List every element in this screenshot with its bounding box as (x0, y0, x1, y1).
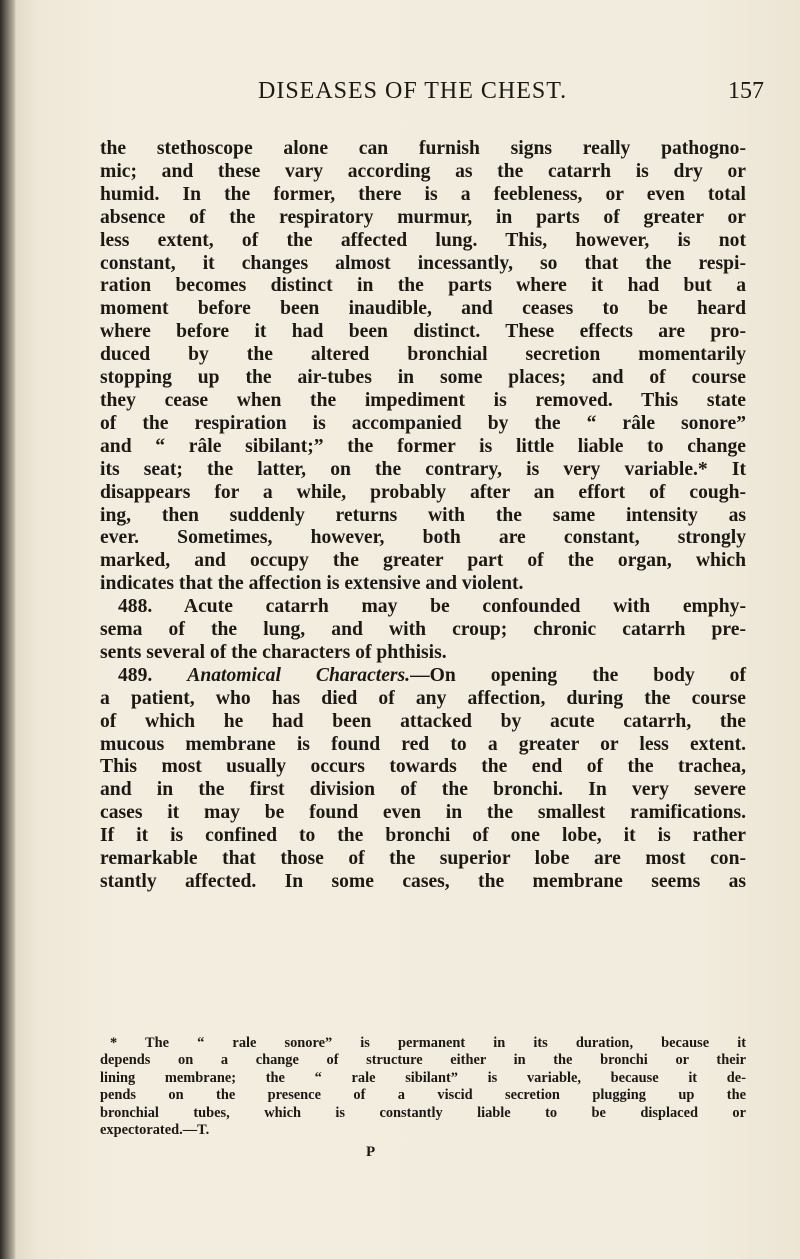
paragraph-489-line: remarkable that those of the superior lobe are most con- (100, 848, 746, 870)
paragraph-number: 489. (118, 664, 188, 686)
text-line: its seat; the latter, on the contrary, is very variable.* It (100, 458, 746, 480)
text-line: absence of the respiratory murmur, in parts of greater or (100, 206, 746, 228)
binding-gutter (0, 0, 16, 1259)
paragraph-489-line: a patient, who has died of any affection, during the course (100, 687, 746, 709)
text-line: moment before been inaudible, and ceases to be heard (100, 298, 746, 320)
page-number: 157 (728, 78, 764, 104)
text-line: the stethoscope alone can furnish signs really pathogno- (100, 138, 746, 159)
text-line: constant, it changes almost incessantly, so that the respi- (100, 252, 746, 274)
text-line: marked, and occupy the greater part of the organ, which (100, 550, 746, 572)
footnote-line: depends on a change of structure either in the bronchi or their (100, 1052, 746, 1069)
paragraph-489-line: of which he had been attacked by acute catarrh, the (100, 710, 746, 732)
paragraph-489-line: cases it may be found even in the smallest ramifications. (100, 802, 746, 824)
paragraph-489-line: stantly affected. In some cases, the membrane seems as (100, 871, 746, 892)
text-line: they cease when the impediment is removed. This state (100, 389, 746, 411)
paragraph-489-heading-line (100, 665, 746, 688)
footnote-line: bronchial tubes, which is constantly liable to be displaced or (100, 1104, 746, 1121)
paragraph-488-line: 488. Acute catarrh may be confounded with emphy- (118, 596, 746, 618)
text-line: ever. Sometimes, however, both are constant, strongly (100, 527, 746, 549)
running-title: DISEASES OF THE CHEST. (258, 78, 568, 104)
signature-mark: P (366, 1144, 376, 1160)
footnote-line: * The “ rale sonore” is permanent in its duration, because it (110, 1035, 746, 1051)
text-line: disappears for a while, probably after an effort of cough- (100, 481, 746, 503)
text-line: ing, then suddenly returns with the same intensity as (100, 504, 746, 526)
paragraph-489-line: If it is confined to the bronchi of one lobe, it is rather (100, 825, 746, 847)
heading-line-rest: —On opening the body of (410, 664, 746, 686)
text-line: less extent, of the affected lung. This, however, is not (100, 229, 746, 251)
text-line: of the respiration is accompanied by the “ râle sonore” (100, 412, 746, 434)
main-text (100, 138, 746, 894)
paragraph-488-line: sents several of the characters of phthisis. (100, 641, 447, 663)
footnote-line: pends on the presence of a viscid secretion plugging up the (100, 1087, 746, 1104)
text-line: duced by the altered bronchial secretion momentarily (100, 344, 746, 366)
footnote-line: expectorated.—T. (100, 1122, 210, 1139)
footnote-line: lining membrane; the “ rale sibilant” is variable, because it de- (100, 1069, 746, 1086)
paragraph-489-line: This most usually occurs towards the end of the trachea, (100, 756, 746, 778)
text-line: indicates that the affection is extensive and violent. (100, 573, 524, 595)
paragraph-488-line: sema of the lung, and with croup; chronic catarrh pre- (100, 619, 746, 641)
text-line: and “ râle sibilant;” the former is little liable to change (100, 435, 746, 457)
text-line: ration becomes distinct in the parts where it had but a (100, 275, 746, 297)
text-line: mic; and these vary according as the catarrh is dry or (100, 160, 746, 182)
section-heading: Anatomical Characters. (187, 664, 411, 686)
text-line: stopping up the air-tubes in some places; and of course (100, 367, 746, 389)
paragraph-489-line: and in the first division of the bronchi. In very severe (100, 779, 746, 801)
paragraph-489-line: mucous membrane is found red to a greater or less extent. (100, 733, 746, 755)
footnote (100, 1035, 746, 1139)
page-header (0, 78, 800, 118)
text-line: where before it had been distinct. These effects are pro- (100, 321, 746, 343)
text-line: humid. In the former, there is a feebleness, or even total (100, 183, 746, 205)
